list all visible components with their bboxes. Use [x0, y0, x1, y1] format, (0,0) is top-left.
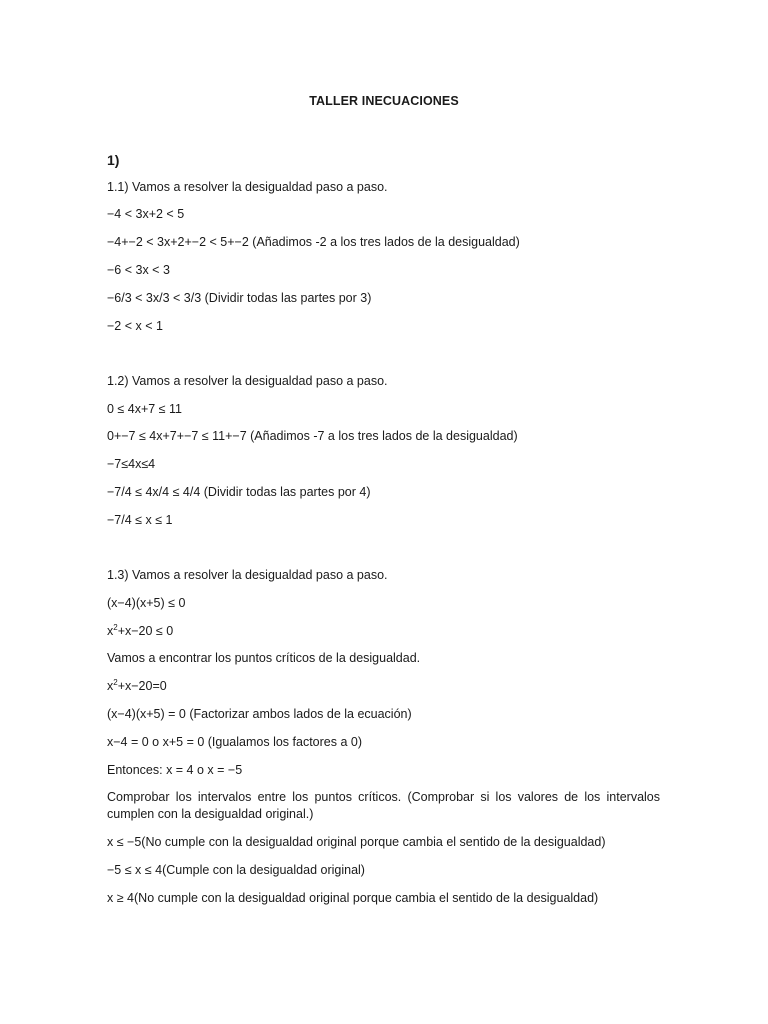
exercise-1-3-step-4 [107, 678, 167, 694]
exercise-1-1-step-3: −6 < 3x < 3 [107, 263, 170, 277]
step-4-base: x [107, 679, 114, 693]
exercise-1-1-heading: 1.1) Vamos a resolver la desigualdad paso a paso. [107, 180, 388, 194]
step-2-rest: +x−20 ≤ 0 [117, 624, 174, 638]
exercise-1-3-step-9: x ≤ −5(No cumple con la desigualdad original porque cambia el sentido de la desigualdad) [107, 835, 606, 849]
step-4-exponent: 2 [113, 678, 118, 687]
exercise-1-2-step-5: −7/4 ≤ x ≤ 1 [107, 513, 173, 527]
exercise-1-3-step-11: x ≥ 4(No cumple con la desigualdad original porque cambia el sentido de la desigualdad) [107, 891, 599, 905]
exercise-1-3-heading: 1.3) Vamos a resolver la desigualdad paso a paso. [107, 568, 388, 582]
exercise-1-3-step-6: x−4 = 0 o x+5 = 0 (Igualamos los factores a 0) [107, 735, 363, 749]
exercise-1-3-step-7: Entonces: x = 4 o x = −5 [107, 763, 243, 777]
exercise-1-3-step-10: −5 ≤ x ≤ 4(Cumple con la desigualdad original) [107, 863, 365, 877]
exercise-1-1-step-2: −4+−2 < 3x+2+−2 < 5+−2 (Añadimos -2 a los tres lados de la desigualdad) [107, 235, 520, 249]
exercise-1-3-step-2 [107, 623, 173, 639]
exercise-1-1-step-5: −2 < x < 1 [107, 319, 163, 333]
exercise-1-3-step-8: Comprobar los intervalos entre los puntos críticos. (Comprobar si los valores de los intervalos cumplen con la desigualdad original.) [107, 790, 660, 821]
exercise-1-1-step-1: −4 < 3x+2 < 5 [107, 207, 185, 221]
step-4-rest: +x−20=0 [117, 679, 167, 693]
exercise-1-3-step-3: Vamos a encontrar los puntos críticos de la desigualdad. [107, 651, 421, 665]
step-2-base: x [107, 624, 114, 638]
exercise-1-2-heading: 1.2) Vamos a resolver la desigualdad paso a paso. [107, 374, 388, 388]
section-number: 1) [107, 152, 120, 168]
exercise-1-1-step-4: −6/3 < 3x/3 < 3/3 (Dividir todas las partes por 3) [107, 291, 372, 305]
exercise-1-2-step-4: −7/4 ≤ 4x/4 ≤ 4/4 (Dividir todas las partes por 4) [107, 485, 371, 499]
exercise-1-3-step-5: (x−4)(x+5) = 0 (Factorizar ambos lados de la ecuación) [107, 707, 412, 721]
exercise-1-2-step-1: 0 ≤ 4x+7 ≤ 11 [107, 402, 182, 416]
exercise-1-2-step-2: 0+−7 ≤ 4x+7+−7 ≤ 11+−7 (Añadimos -7 a los tres lados de la desigualdad) [107, 429, 518, 443]
step-2-exponent: 2 [113, 623, 118, 632]
exercise-1-3-step-1: (x−4)(x+5) ≤ 0 [107, 596, 186, 610]
exercise-1-2-step-3: −7≤4x≤4 [107, 457, 156, 471]
document-title: TALLER INECUACIONES [309, 94, 459, 108]
